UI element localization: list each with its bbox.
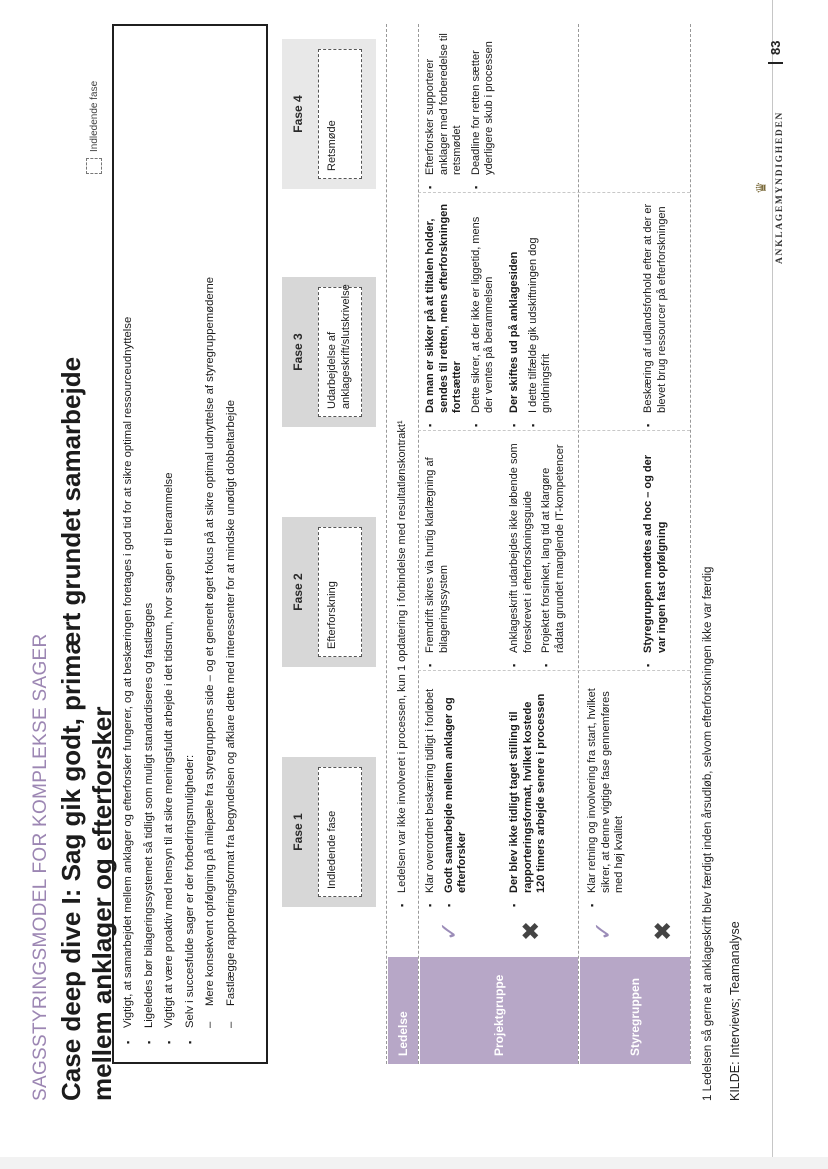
title-line-2: mellem anklager og efterforsker [87, 706, 117, 1101]
bullet: ▪ Fremdrift sikres via hurtig klarlægning af bilageringssystem [424, 442, 451, 667]
row-divider [386, 24, 387, 1064]
bullet: ▪ Projektet forsinket, lang tid at klargøre rådata grundet manglende IT-kompetencer [540, 442, 567, 667]
row-label-ledelse [388, 957, 418, 1064]
styre-good-f1 [586, 682, 632, 907]
legend-dashed-box [86, 158, 102, 174]
ledelse-cell [396, 37, 415, 907]
column-divider [418, 430, 690, 431]
bullet: ▪ Der blev ikke tidligt taget stilling til rapporteringsformat, hvilket kostede 120 timers arbejde senere i processen [508, 682, 549, 907]
cross-icon: ✖ [518, 920, 545, 941]
checkmark-icon: ✓ [590, 920, 617, 941]
bullet: ▪ Anklageskrift udarbejdes ikke løbende som foreskrevet i efterforskningsguide [508, 442, 535, 667]
page-number: 83 [768, 41, 783, 64]
row-divider [578, 24, 579, 1064]
bullet: ▪ Klar overordnet beskæring tidligt i forløbet [424, 682, 438, 907]
summary-bullet: ▪ Selv i succesfulde sager er der forbedringsmuligheder: [180, 26, 201, 1046]
phase-3 [282, 277, 376, 427]
summary-bullet: ▪ Vigtigt, at samarbejdet mellem anklager og efterforsker fungerer, og at beskæringen foretages i god tid for at sikre optimal ressourceudnyttelse [118, 26, 139, 1046]
bullet: ▪ Styregruppen mødtes ad hoc – og der var ingen fast opfølgning [642, 442, 669, 667]
styre-bad-f2 [642, 442, 674, 667]
footer-rule [772, 0, 773, 1157]
projekt-bad-f2 [508, 442, 572, 667]
section-eyebrow: SAGSSTYRINGSMODEL FOR KOMPLEKSE SAGER [30, 633, 51, 1101]
phase-box: Efterforskning [318, 527, 362, 657]
page-title [56, 357, 118, 1101]
summary-sub-bullet: – Fastlægge rapporteringsformat fra begyndelsen og afklare dette med interessenter for at mindske unødigt dobbeltarbejde [221, 26, 242, 1046]
phase-1 [282, 757, 376, 907]
phase-row [282, 0, 382, 1169]
crown-icon: ♛ [753, 181, 769, 194]
row-divider [418, 24, 419, 1064]
phase-box: Retsmøde [318, 49, 362, 179]
bullet: ▪ Da man er sikker på at tiltalen holder, sendes til retten, mens efterforskningen fortsætter [424, 202, 465, 427]
summary-bullets [118, 26, 241, 1046]
bullet: ▪ Dette sikrer, at der ikke er liggetid, mens der ventes på berammelsen [470, 202, 497, 427]
projekt-good-f4 [424, 29, 502, 189]
bullet: ▪ Der skiftes ud på anklagesiden [508, 202, 522, 427]
phase-box: Indledende fase [318, 767, 362, 897]
ledelse-bullet: ▪ Ledelsen var ikke involveret i processen, kun 1 opdatering i forbindelse med resultatlønskontrakt¹ [396, 37, 410, 907]
phase-label: Fase 4 [291, 95, 305, 133]
projekt-bad-f1 [508, 682, 554, 907]
summary-sub-bullet: – Mere konsekvent opfølgning på milepæle fra styregruppens side – og et generelt øget fokus på at sikre optimal udnyttelse af styregruppemøderne [200, 26, 221, 1046]
row-divider [690, 24, 691, 1064]
phase-4 [282, 39, 376, 189]
bullet: ▪ Deadline for retten sætter yderligere skub i processen [470, 29, 497, 189]
title-line-1: Case deep dive I: Sag gik godt, primært grundet samarbejde [56, 356, 86, 1101]
column-divider [418, 670, 690, 671]
cross-icon: ✖ [650, 920, 677, 941]
projekt-good-f2 [424, 442, 456, 667]
row-label-styregruppen [580, 957, 690, 1064]
brand-logo-text: ANKLAGEMYNDIGHEDEN [775, 110, 785, 264]
row-label-projektgruppe [420, 957, 578, 1064]
bullet: ▪ Beskæring af udlandsforhold efter at der er blevet brug ressourcer på efterforskningen [642, 202, 669, 427]
bullet: ▪ Klar retning og involvering fra start, hvilket sikrer, at denne vigtige fase gennemføres med høj kvalitet [586, 682, 627, 907]
legend-label: Indledende fase [88, 80, 100, 152]
bullet: ▪ I dette tilfælde gik udskiftningen dog gnidningsfrit [527, 202, 554, 427]
checkmark-icon: ✓ [436, 920, 463, 941]
legend [86, 81, 102, 174]
bullet: ▪ Godt samarbejde mellem anklager og efterforsker [443, 682, 470, 907]
phase-2 [282, 517, 376, 667]
summary-bullet: ▪ Ligeledes bør bilageringssystemet så tidligt som muligt standardiseres og fastlægges [139, 26, 160, 1046]
projekt-good-f1 [424, 682, 475, 907]
phase-label: Fase 2 [291, 573, 305, 611]
row-label-text: Projektgruppe [492, 974, 506, 1056]
page-edge [0, 1157, 828, 1169]
phase-label: Fase 1 [291, 813, 305, 851]
summary-bullet: ▪ Vigtigt at være proaktiv med hensyn til at sikre meningsfuldt arbejde i det tidsrum, hvor sagen er til berammelse [159, 26, 180, 1046]
source-note: KILDE: Interviews; Teamanalyse [728, 921, 742, 1101]
column-divider [418, 192, 690, 193]
footnote: 1 Ledelsen så gerne at anklageskrift blev færdigt inden årsudløb, selvom efterforskningen ikke var færdig [702, 566, 714, 1101]
styre-bad-f3 [642, 202, 674, 427]
row-label-text: Ledelse [396, 1011, 410, 1056]
bullet: ▪ Efterforsker supporterer anklager med forberedelse til retsmødet [424, 29, 465, 189]
projekt-good-f3 [424, 202, 502, 427]
row-label-text: Styregruppen [628, 977, 642, 1056]
phase-label: Fase 3 [291, 333, 305, 371]
projekt-bad-f3 [508, 202, 559, 427]
phase-box: Udarbejdelse af anklageskrift/slutskrivelse [318, 287, 362, 417]
